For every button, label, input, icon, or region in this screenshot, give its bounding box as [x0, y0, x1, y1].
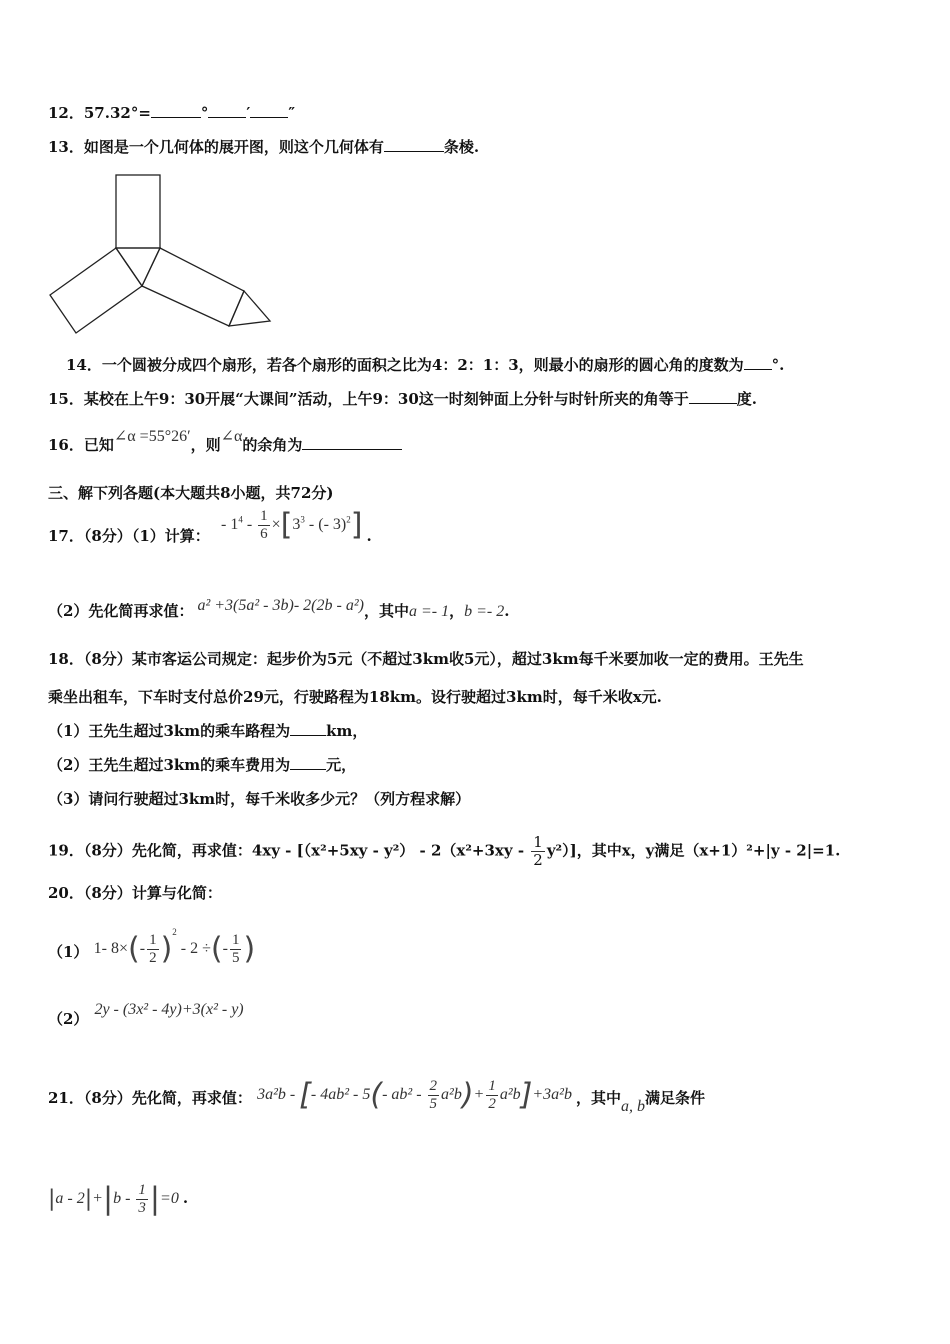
section-3-title: 三、解下列各题(本大题共8小题，共72分) — [48, 484, 334, 502]
question-18-sub-1: （1）王先生超过3km的乘车路程为 km， — [48, 722, 368, 740]
fraction: $\frac{1}{6}$ — [260, 508, 268, 542]
question-20: 20．（8分）计算与化简： — [48, 884, 222, 902]
answer-blank[interactable] — [151, 103, 201, 118]
q20-expression-1: 1- 8×(- $\frac{1}{2}$ )$^2$ - 2 ÷(- $\frac{1}{5}$ ) — [93, 926, 256, 967]
question-18-line-2: 乘坐出租车，下车时支付总价29元，行驶路程为18km。设行驶超过3km时，每千米收x元. — [48, 688, 662, 706]
question-18-line-1: 18．（8分）某市客运公司规定：起步价为5元（不超过3km收5元），超过3km每千米要加收一定的费用。王先生 — [48, 650, 804, 668]
q20-expression-2: 2y - (3x² - 4y)+3(x² - y) — [94, 1001, 244, 1018]
question-21-condition: |a - 2|+|b - $\frac{1}{3}$ |=0 . — [48, 1181, 189, 1217]
q21-expression: 3a²b - [- 4ab² - 5(- ab² - $\frac{2}{5}$ a²b)+ $\frac{1}{2}$ a²b]+3a²b — [257, 1077, 572, 1113]
polyhedron-net-figure — [40, 168, 280, 338]
q21-condition-expression: |a - 2|+|b - $\frac{1}{3}$ |=0 — [48, 1181, 179, 1217]
fraction: $\frac{1}{2}$ — [533, 833, 543, 869]
question-12: 12．57.32°= ° ′ ″ — [48, 104, 296, 122]
question-17-part-1: 17．（8分）（1）计算： - $1^4$ - $\frac{1}{6}$ $\times[3^3$ - (- 3)$^2$] . — [48, 507, 372, 546]
net-left-rectangle — [50, 248, 142, 333]
question-14: 14．一个圆被分成四个扇形，若各个扇形的面积之比为4：2：1：3，则最小的扇形的圆心角的度数为 °. — [66, 356, 785, 374]
net-right-rectangle — [142, 248, 244, 326]
q17-part2-expression: a² +3(5a² - 3b)- 2(2b - a²) — [197, 597, 364, 614]
net-right-triangle — [229, 291, 270, 326]
answer-blank[interactable] — [208, 103, 246, 118]
question-13: 13．如图是一个几何体的展开图，则这个几何体有 条棱. — [48, 138, 480, 156]
question-20-sub-2: （2）2y - (3x² - 4y)+3(x² - y) — [48, 1001, 244, 1028]
answer-blank[interactable] — [689, 389, 737, 404]
answer-blank[interactable] — [384, 137, 444, 152]
question-18-sub-3: （3）请问行驶超过3km时，每千米收多少元？（列方程求解） — [48, 790, 471, 808]
question-17-part-2: （2）先化简再求值： a² +3(5a² - 3b)- 2(2b - a²)，其中a =- 1，b =- 2. — [48, 597, 510, 620]
answer-blank[interactable] — [302, 435, 402, 450]
net-top-rectangle — [116, 175, 160, 248]
question-18-sub-2: （2）王先生超过3km的乘车费用为 元， — [48, 756, 357, 774]
answer-blank[interactable] — [250, 103, 288, 118]
question-19: 19．（8分）先化简，再求值：4xy - [（x²+5xy - y²） - 2（x²+3xy - $\frac{1}{2}$ y²）]，其中x，y满足（x+1）²+|y - 2|=1. — [48, 833, 841, 869]
angle-expression: ∠α =55°26′ — [113, 428, 191, 445]
answer-blank[interactable] — [744, 355, 772, 370]
q17-expression: - $1^4$ - $\frac{1}{6}$ $\times[3^3$ - (- 3)$^2$] — [221, 507, 363, 543]
question-16: 16．已知∠α =55°26′，则∠α的余角为 — [48, 434, 402, 457]
question-21: 21．（8分）先化简，再求值： 3a²b - [- 4ab² - 5(- ab² - $\frac{2}{5}$ a²b)+ $\frac{1}{2}$ a²b]+3a²b ，其中a, b满足条件 — [48, 1077, 705, 1116]
answer-blank[interactable] — [290, 721, 326, 736]
question-20-sub-1: （1） 1- 8×(- $\frac{1}{2}$ )$^2$ - 2 ÷(- $\frac{1}{5}$ ) — [48, 926, 256, 967]
question-15: 15．某校在上午9：30开展“大课间”活动，上午9：30这一时刻钟面上分针与时针所夹的角等于 度. — [48, 390, 757, 408]
answer-blank[interactable] — [290, 755, 326, 770]
